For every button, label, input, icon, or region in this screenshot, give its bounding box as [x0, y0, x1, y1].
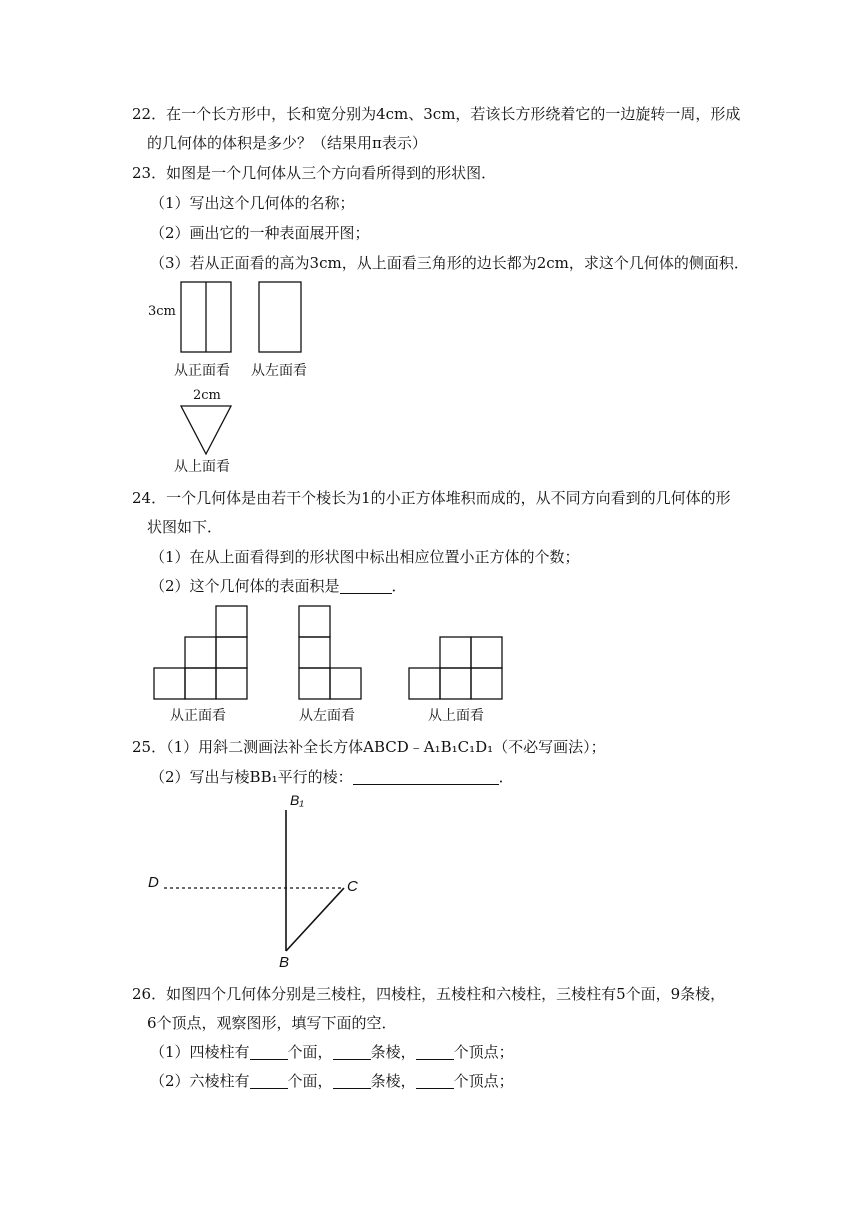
q26-line2: 6个顶点，观察图形，填写下面的空． — [147, 1014, 397, 1032]
q26-part2-edges-blank[interactable] — [333, 1072, 371, 1089]
q24-part2-prefix: （2）这个几何体的表面积是 — [150, 577, 340, 595]
q26-part2 — [150, 1071, 514, 1091]
q25-part1: 25．（1）用斜二测画法补全长方体ABCD﹣A₁B₁C₁D₁（不必写画法）； — [132, 738, 606, 756]
q26-part2-label: （2）六棱柱有 — [150, 1072, 250, 1090]
q26-part1-faces-text: 个面， — [287, 1043, 333, 1061]
q26-part1-edges-text: 条棱， — [370, 1043, 416, 1061]
q26-part2-faces-blank[interactable] — [250, 1072, 288, 1089]
q22-line1: 22．在一个长方形中，长和宽分别为4cm、3cm，若该长方形绕着它的一边旋转一周，形成 — [132, 105, 741, 123]
q24-left-caption: 从左面看 — [299, 708, 355, 724]
q23-front-caption: 从正面看 — [174, 363, 230, 379]
q26-part2-vertices-blank[interactable] — [416, 1072, 454, 1089]
q23-height-label: 3cm — [148, 304, 176, 319]
q25-part2-suffix: ． — [498, 768, 514, 786]
q23-side-label: 2cm — [193, 388, 221, 403]
q23-part1: （1）写出这个几何体的名称； — [150, 194, 355, 212]
q24-top-caption: 从上面看 — [428, 708, 484, 724]
q26-part2-vertices-text: 个顶点； — [453, 1072, 514, 1090]
q26-part1-vertices-blank[interactable] — [416, 1043, 454, 1060]
q24-front-caption: 从正面看 — [170, 708, 226, 724]
q26-part1-faces-blank[interactable] — [250, 1043, 288, 1060]
q24-line2: 状图如下． — [147, 518, 223, 536]
q23-part2: （2）画出它的一种表面展开图； — [150, 224, 370, 242]
q26-part1-vertices-text: 个顶点； — [453, 1043, 514, 1061]
q26-line1: 26．如图四个几何体分别是三棱柱，四棱柱，五棱柱和六棱柱，三棱柱有5个面，9条棱， — [132, 985, 726, 1003]
q23-left-caption: 从左面看 — [251, 363, 307, 379]
q24-part2-suffix: ． — [391, 577, 407, 595]
q25-label-c: C — [347, 878, 358, 895]
q26-part1-label: （1）四棱柱有 — [150, 1043, 250, 1061]
q25-label-d: D — [148, 874, 159, 891]
q24-part1: （1）在从上面看得到的形状图中标出相应位置小正方体的个数； — [150, 548, 580, 566]
q25-label-b1: B₁ — [290, 792, 304, 808]
q24-line1: 24．一个几何体是由若干个棱长为1的小正方体堆积而成的，从不同方向看到的几何体的形 — [132, 489, 731, 507]
q26-part2-faces-text: 个面， — [287, 1072, 333, 1090]
q23-part3: （3）若从正面看的高为3cm，从上面看三角形的边长都为2cm，求这个几何体的侧面积． — [150, 254, 749, 272]
q26-part1-edges-blank[interactable] — [333, 1043, 371, 1060]
q22-line2: 的几何体的体积是多少？（结果用π表示） — [147, 134, 427, 152]
q25-part2-prefix: （2）写出与棱BB₁平行的棱： — [150, 768, 353, 786]
q25-edge-bc — [286, 888, 344, 951]
q23-stem: 23．如图是一个几何体从三个方向看所得到的形状图． — [132, 164, 497, 182]
q23-top-caption: 从上面看 — [174, 459, 230, 475]
q25-label-b: B — [279, 954, 290, 971]
q26-part1 — [150, 1042, 514, 1062]
q26-part2-edges-text: 条棱， — [370, 1072, 416, 1090]
